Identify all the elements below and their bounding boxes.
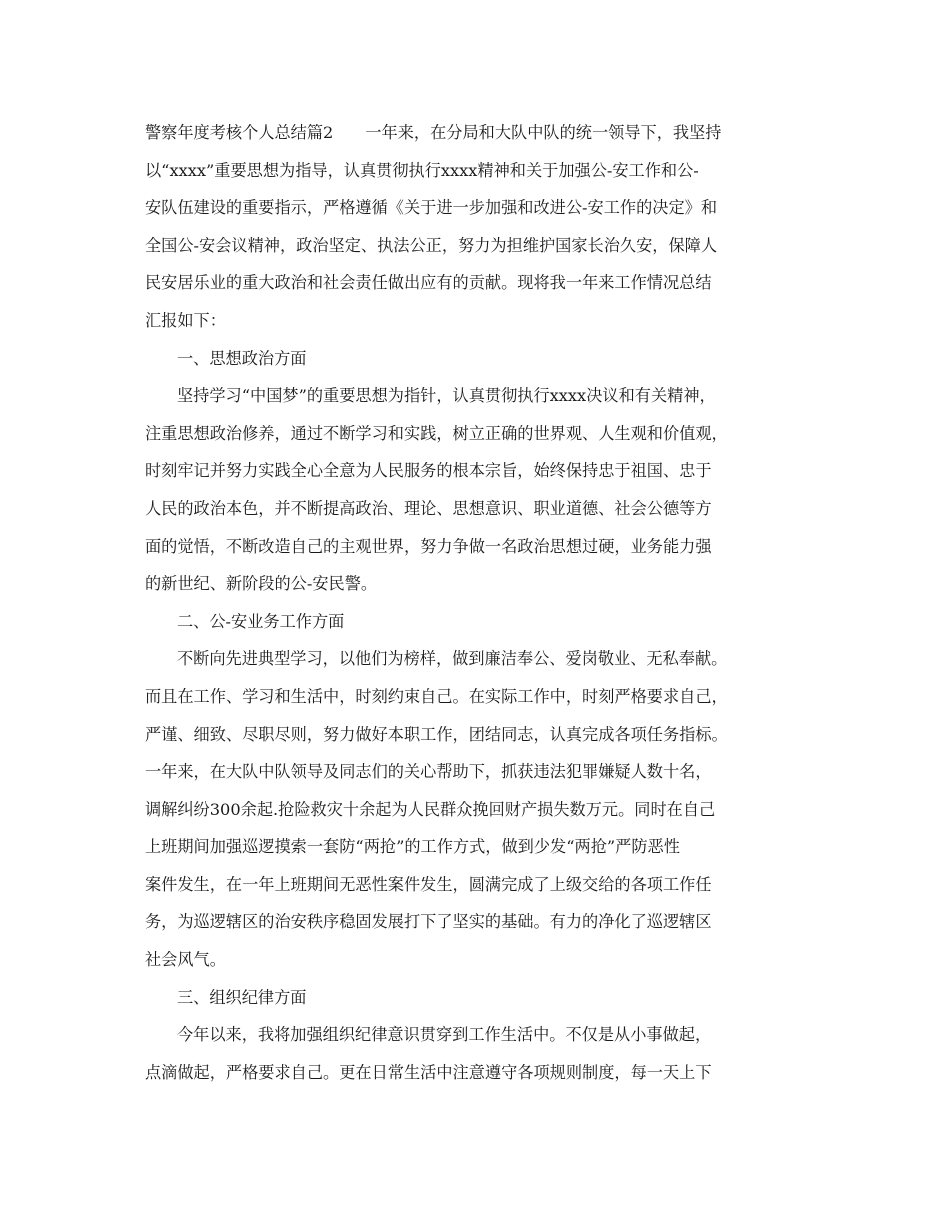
intro-line-1: 一年来，在分局和大队中队的统一领导下，我坚持 <box>365 123 722 142</box>
document-title: 警察年度考核个人总结篇2 <box>145 123 334 142</box>
section-2-line-8: 务，为巡逻辖区的治安秩序稳固发展打下了坚实的基础。有力的净化了巡逻辖区 <box>145 912 712 932</box>
section-1-line-3: 时刻牢记并努力实践全心全意为人民服务的根本宗旨，始终保持忠于祖国、忠于 <box>145 461 712 481</box>
intro-line-5: 民安居乐业的重大政治和社会责任做出应有的贡献。现将我一年来工作情况总结 <box>145 273 712 293</box>
section-1-line-6: 的新世纪、新阶段的公-安民警。 <box>145 574 378 594</box>
section-1-line-4: 人民的政治本色，并不断提高政治、理论、思想意识、职业道德、社会公德等方 <box>145 498 712 518</box>
section-2-line-2: 而且在工作、学习和生活中，时刻约束自己。在实际工作中，时刻严格要求自己， <box>145 686 728 706</box>
section-2-heading: 二、公-安业务工作方面 <box>177 611 345 631</box>
section-3-line-2: 点滴做起，严格要求自己。更在日常生活中注意遵守各项规则制度，每一天上下 <box>145 1062 712 1082</box>
section-1-line-2: 注重思想政治修养，通过不断学习和实践，树立正确的世界观、人生观和价值观， <box>145 423 728 443</box>
intro-line-2: 以“xxxx”重要思想为指导，认真贯彻执行xxxx精神和关于加强公-安工作和公- <box>145 160 699 180</box>
section-1-line-5: 面的觉悟，不断改造自己的主观世界，努力争做一名政治思想过硬，业务能力强 <box>145 536 712 556</box>
section-2-line-9: 社会风气。 <box>145 950 226 970</box>
section-2-line-3: 严谨、细致、尽职尽则，努力做好本职工作，团结同志，认真完成各项任务指标。 <box>145 724 728 744</box>
document-body <box>145 114 811 1091</box>
intro-line-6: 汇报如下： <box>145 310 226 330</box>
title-line <box>145 114 811 152</box>
section-1-line-1: 坚持学习“中国梦”的重要思想为指针，认真贯彻执行xxxx决议和有关精神， <box>177 386 716 406</box>
section-3-line-1: 今年以来，我将加强组织纪律意识贯穿到工作生活中。不仅是从小事做起， <box>177 1025 712 1045</box>
section-2-line-1: 不断向先进典型学习，以他们为榜样，做到廉洁奉公、爱岗敬业、无私奉献。 <box>177 649 728 669</box>
section-2-line-5: 调解纠纷300余起.抢险救灾十余起为人民群众挽回财产损失数万元。同时在自己 <box>145 799 716 819</box>
intro-line-3: 安队伍建设的重要指示，严格遵循《关于进一步加强和改进公-安工作的决定》和 <box>145 198 718 218</box>
section-1-heading: 一、思想政治方面 <box>177 348 307 368</box>
section-2-line-7: 案件发生，在一年上班期间无恶性案件发生，圆满完成了上级交给的各项工作任 <box>145 874 712 894</box>
section-2-line-4: 一年来，在大队中队领导及同志们的关心帮助下，抓获违法犯罪嫌疑人数十名， <box>145 762 712 782</box>
section-2-line-6: 上班期间加强巡逻摸索一套防“两抢”的工作方式，做到少发“两抢”严防恶性 <box>145 837 680 857</box>
section-3-heading: 三、组织纪律方面 <box>177 987 307 1007</box>
intro-line-4: 全国公-安会议精神，政治坚定、执法公正，努力为担维护国家长治久安，保障人 <box>145 235 718 255</box>
